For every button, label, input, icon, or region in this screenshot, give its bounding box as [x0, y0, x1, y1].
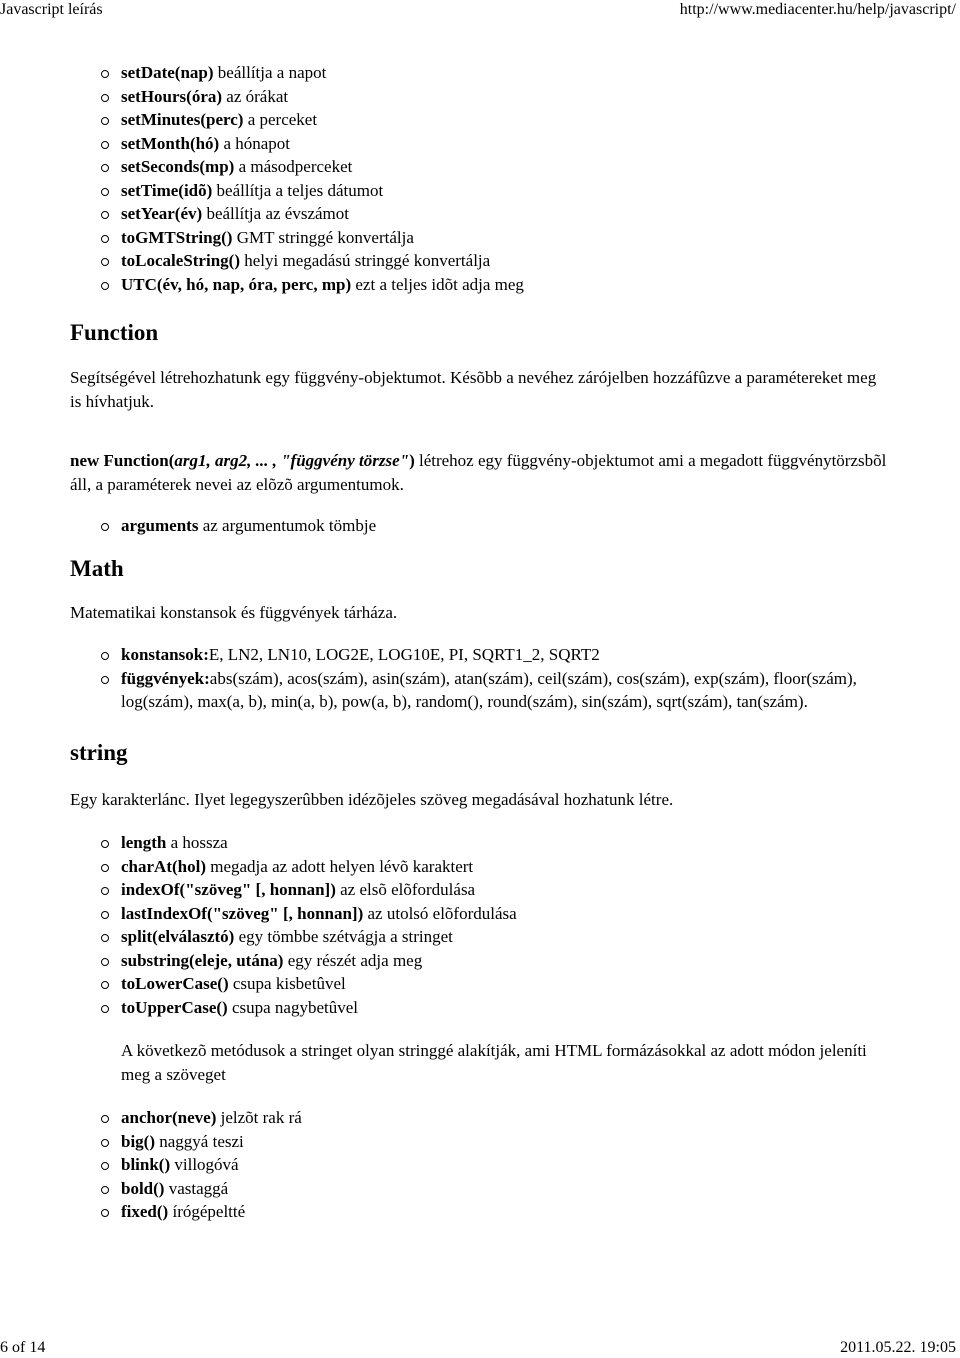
method-name: big() — [121, 1131, 155, 1151]
method-name: charAt(hol) — [121, 856, 206, 876]
bullet-icon — [101, 235, 109, 243]
bullet-icon — [101, 652, 109, 660]
bullet-icon — [101, 1186, 109, 1194]
string-format-note: A következõ metódusok a stringet olyan stringgé alakítják, ami HTML formázásokkal az adott módon jeleníti meg a szöveget — [121, 1041, 867, 1084]
method-name: blink() — [121, 1155, 171, 1174]
method-desc: beállítja a napot — [213, 63, 327, 82]
method-name: setHours(óra) — [121, 86, 223, 106]
method-desc: beállítja az évszámot — [202, 204, 349, 223]
method-desc: a hossza — [166, 833, 228, 852]
method-desc: beállítja a teljes dátumot — [212, 180, 384, 200]
method-desc: csupa kisbetûvel — [228, 974, 346, 993]
page-header-url: http://www.mediacenter.hu/help/javascript/ — [679, 1, 956, 18]
method-desc: a perceket — [243, 110, 318, 129]
string-methods-list — [70, 831, 890, 1019]
section-heading-function: Function — [70, 320, 159, 345]
list-item — [70, 1106, 890, 1130]
method-desc: az utolsó elõfordulása — [363, 903, 517, 923]
page-number: 6 of 14 — [0, 1339, 46, 1356]
list-item — [70, 925, 890, 949]
document-body — [70, 61, 890, 1224]
method-desc: az elsõ elõfordulása — [335, 880, 476, 899]
list-item — [70, 855, 890, 879]
method-desc: a hónapot — [219, 133, 291, 153]
item-name: arguments — [121, 516, 199, 535]
method-name: setDate(nap) — [121, 63, 214, 82]
date-methods-list — [70, 61, 890, 296]
section-heading-string: string — [70, 739, 128, 765]
list-item — [70, 85, 890, 109]
list-item — [70, 643, 890, 667]
list-item — [70, 202, 890, 226]
method-desc: naggyá teszi — [155, 1131, 244, 1151]
function-list — [70, 514, 890, 538]
syntax-desc: létrehoz egy függvény-objektumot ami a megadott függvénytörzsbõl áll, a paraméterek nevei az elõzõ argumentumok. — [70, 451, 887, 494]
item-name: konstansok: — [121, 645, 209, 664]
method-name: lastIndexOf("szöveg" [, honnan]) — [121, 903, 364, 923]
method-desc: villogóvá — [170, 1155, 239, 1174]
method-desc: írógépeltté — [168, 1202, 246, 1221]
method-desc: helyi megadású stringgé konvertálja — [239, 251, 491, 270]
method-desc: egy részét adja meg — [283, 950, 423, 970]
method-name: setMonth(hó) — [121, 133, 220, 153]
bullet-icon — [101, 117, 109, 125]
method-name: fixed() — [121, 1202, 169, 1221]
bullet-icon — [101, 1162, 109, 1170]
list-item — [70, 667, 890, 714]
bullet-icon — [101, 1139, 109, 1147]
list-item — [70, 61, 890, 85]
list-item — [70, 831, 890, 855]
method-desc: egy tömbbe szétvágja a stringet — [234, 927, 453, 946]
bullet-icon — [101, 94, 109, 102]
list-item — [70, 996, 890, 1020]
bullet-icon — [101, 840, 109, 848]
list-item — [70, 155, 890, 179]
bullet-icon — [101, 934, 109, 942]
method-name: indexOf("szöveg" [, honnan]) — [121, 880, 336, 899]
list-item — [70, 949, 890, 973]
bullet-icon — [101, 676, 109, 684]
bullet-icon — [101, 258, 109, 266]
bullet-icon — [101, 141, 109, 149]
method-name: setMinutes(perc) — [121, 110, 244, 129]
bullet-icon — [101, 911, 109, 919]
bullet-icon — [101, 958, 109, 966]
item-name: függvények: — [121, 668, 210, 688]
list-item — [70, 108, 890, 132]
method-desc: a másodperceket — [234, 157, 353, 176]
list-item — [70, 878, 890, 902]
method-name: setSeconds(mp) — [121, 157, 235, 176]
list-item — [70, 179, 890, 203]
method-desc: ezt a teljes idõt adja meg — [351, 274, 524, 294]
bullet-icon — [101, 523, 109, 531]
method-name: substring(eleje, utána) — [121, 950, 284, 970]
list-item — [70, 972, 890, 996]
list-item — [70, 514, 890, 538]
list-item — [70, 1130, 890, 1154]
method-desc: vastaggá — [164, 1178, 229, 1198]
bullet-icon — [101, 188, 109, 196]
syntax-close: ) — [409, 451, 415, 470]
method-desc: csupa nagybetûvel — [227, 997, 358, 1017]
math-intro: Matematikai konstansok és függvények tárháza. — [70, 602, 398, 622]
method-name: length — [121, 833, 167, 852]
list-item — [70, 1177, 890, 1201]
bullet-icon — [101, 164, 109, 172]
bullet-icon — [101, 1115, 109, 1123]
item-desc: abs(szám), acos(szám), asin(szám), atan(szám), ceil(szám), cos(szám), exp(szám), floor(szám), log(szám), max(a, b), min(a, b), pow(a, b), random(), round(szám), sin(szám), sqrt(szám), tan(szám). — [121, 668, 857, 711]
bullet-icon — [101, 70, 109, 78]
bullet-icon — [101, 887, 109, 895]
method-desc: megadja az adott helyen lévõ karaktert — [205, 856, 474, 876]
list-item — [70, 249, 890, 273]
method-name: setYear(év) — [121, 204, 203, 223]
page-header-title: Javascript leírás — [0, 1, 103, 18]
list-item — [70, 1200, 890, 1224]
bullet-icon — [101, 981, 109, 989]
method-name: toLocaleString() — [121, 251, 240, 270]
function-syntax — [70, 449, 890, 496]
bullet-icon — [101, 1005, 109, 1013]
method-name: toUpperCase() — [121, 997, 228, 1017]
list-item — [70, 273, 890, 297]
method-name: toLowerCase() — [121, 974, 229, 993]
method-name: UTC(év, hó, nap, óra, perc, mp) — [121, 274, 352, 294]
bullet-icon — [101, 864, 109, 872]
item-desc: E, LN2, LN10, LOG2E, LOG10E, PI, SQRT1_2, SQRT2 — [208, 645, 600, 664]
section-heading-math: Math — [70, 555, 124, 581]
list-item — [70, 132, 890, 156]
method-name: split(elválasztó) — [121, 927, 235, 946]
list-item — [70, 1153, 890, 1177]
string-intro: Egy karakterlánc. Ilyet legegyszerûbben idézõjeles szöveg megadásával hozhatunk létre. — [70, 789, 674, 809]
syntax-keyword: new Function( — [70, 451, 175, 470]
method-desc: GMT stringgé konvertálja — [232, 227, 414, 247]
list-item — [70, 226, 890, 250]
bullet-icon — [101, 211, 109, 219]
math-list — [70, 643, 890, 714]
string-format-list — [70, 1106, 890, 1224]
method-name: bold() — [121, 1178, 165, 1198]
print-timestamp: 2011.05.22. 19:05 — [840, 1339, 956, 1356]
method-name: anchor(neve) — [121, 1108, 217, 1127]
method-name: setTime(idõ) — [121, 180, 213, 200]
function-intro: Segítségével létrehozhatunk egy függvény-objektumot. Késõbb a nevéhez zárójelben hozzáfûzve a paramétereket meg is hívhatjuk. — [70, 368, 877, 411]
method-name: toGMTString() — [121, 227, 233, 247]
method-desc: jelzõt rak rá — [216, 1108, 302, 1127]
bullet-icon — [101, 282, 109, 290]
bullet-icon — [101, 1209, 109, 1217]
syntax-args: arg1, arg2, ... , "függvény törzse" — [174, 451, 410, 470]
list-item — [70, 902, 890, 926]
item-desc: az argumentumok tömbje — [198, 516, 377, 535]
method-desc: az órákat — [222, 86, 289, 106]
